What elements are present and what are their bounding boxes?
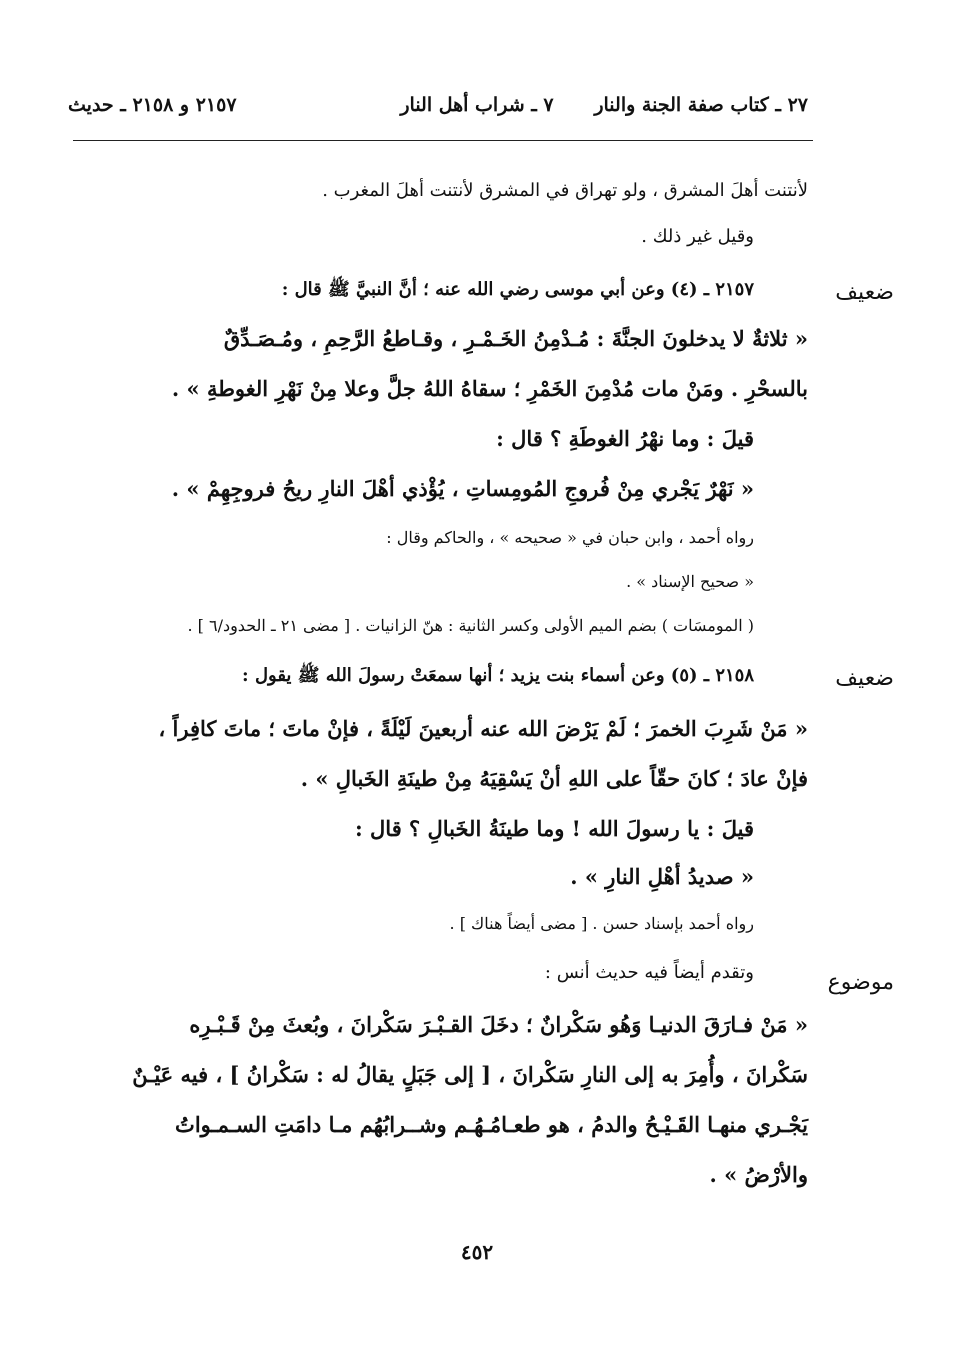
- hadith-intro: ٢١٥٧ ـ (٤) وعن أبي موسى رضي الله عنه ؛ أنَّ النبيَّ ﷺ قال :: [281, 279, 754, 300]
- hadith-grade-label: ضعيف: [835, 280, 894, 305]
- hadith-text-line: « مَنْ فـارَقَ الدنيـا وَهُو سَكْرانٌ ؛ دخَلَ القـبْـرَ سَكْرانَ ، وبُعثَ مِنْ قَـبْـرِه: [189, 1012, 808, 1037]
- text-line: لأنتنت أهلَ المشرق ، ولو تهراق في المشرق لأنتنت أهلَ المغرب .: [322, 180, 808, 201]
- text-line: وقيل غير ذلك .: [641, 226, 754, 247]
- running-header-hadith-range: ٢١٥٧ و ٢١٥٨ ـ حديث: [68, 94, 237, 116]
- hadith-intro: ٢١٥٨ ـ (٥) وعن أسماء بنت يزيد ؛ أنها سمعَتْ رسولَ الله ﷺ يقول :: [242, 665, 754, 686]
- hadith-intro: وتقدم أيضاً فيه حديث أنس :: [544, 962, 754, 983]
- hadith-reference: رواه أحمد بإسناد حسن . [ مضى أيضاً هناك ] .: [449, 914, 754, 933]
- page-number: ٤٥٢: [460, 1240, 494, 1264]
- hadith-text-line: « مَنْ شَرِبَ الخمرَ ؛ لَمْ يَرْضَ الله عنه أربعينَ لَيْلَةً ، فإنْ ماتَ ؛ ماتَ كافِراً ،: [158, 716, 808, 741]
- running-header-chapter: ٢٧ ـ كتاب صفة الجنة والنار: [594, 94, 808, 116]
- hadith-footnote: ( المومسَات ) بضم الميم الأولى وكسر الثانية : هنّ الزانيات . [ مضى ٢١ ـ الحدود/٦ ] .: [187, 616, 754, 635]
- hadith-text-line: سَكْرانَ ، وأُمِرَ به إلى النارِ سَكْرانَ ، [ إلى جَبَلٍ يقالُ له : سَكْرانُ ] ، فيه عَيْـنٌ: [132, 1062, 808, 1087]
- hadith-text-line: يَجْـري منهـا القَـيْـحُ والدمُ ، هو طعـامُـهُـم وشــرابُهُم مـا دامَتِ السـمـواتُ: [175, 1112, 808, 1137]
- running-header-section: ٧ ـ شراب أهل النار: [400, 94, 554, 116]
- hadith-reference: « صحيح الإسناد » .: [626, 572, 754, 591]
- hadith-grade-label: ضعيف: [835, 666, 894, 691]
- hadith-text-line: « ثلاثةٌ لا يدخلونَ الجنَّةَ : مُـدْمِنُ الخَـمْـرِ ، وقـاطعُ الرَّحِمِ ، ومُـصَـدِّقٌ: [223, 326, 808, 351]
- header-rule: [73, 140, 813, 141]
- hadith-question: قيلَ : وما نهْرُ الغوطَةِ ؟ قال :: [496, 426, 754, 451]
- hadith-text-line: فإنْ عادَ ؛ كانَ حقّاً على اللهِ أنْ يَسْقِيَهُ مِنْ طينَةِ الخَبالِ » .: [300, 766, 808, 791]
- hadith-question: قيلَ : يا رسولَ الله ! وما طينَةُ الخَبالِ ؟ قال :: [354, 816, 754, 841]
- hadith-text-line: والأرْضُ » .: [709, 1162, 808, 1187]
- hadith-answer: « صديدُ أهْلِ النارِ » .: [570, 864, 754, 889]
- hadith-reference: رواه أحمد ، وابن حبان في « صحيحه » ، والحاكم وقال :: [386, 528, 754, 547]
- hadith-text-line: بالسحْرِ . ومَنْ مات مُدْمِنَ الخَمْرِ ؛ سقاهُ اللهُ جلَّ وعلا مِنْ نَهْرِ الغوطةِ » .: [171, 376, 808, 401]
- hadith-grade-label: موضوع: [827, 970, 894, 995]
- hadith-answer: « نَهْرٌ يَجْري مِنْ فُروجِ المُومِساتِ ، يُؤْذي أهْلَ النارِ ريحُ فروجِهِمْ » .: [171, 476, 754, 501]
